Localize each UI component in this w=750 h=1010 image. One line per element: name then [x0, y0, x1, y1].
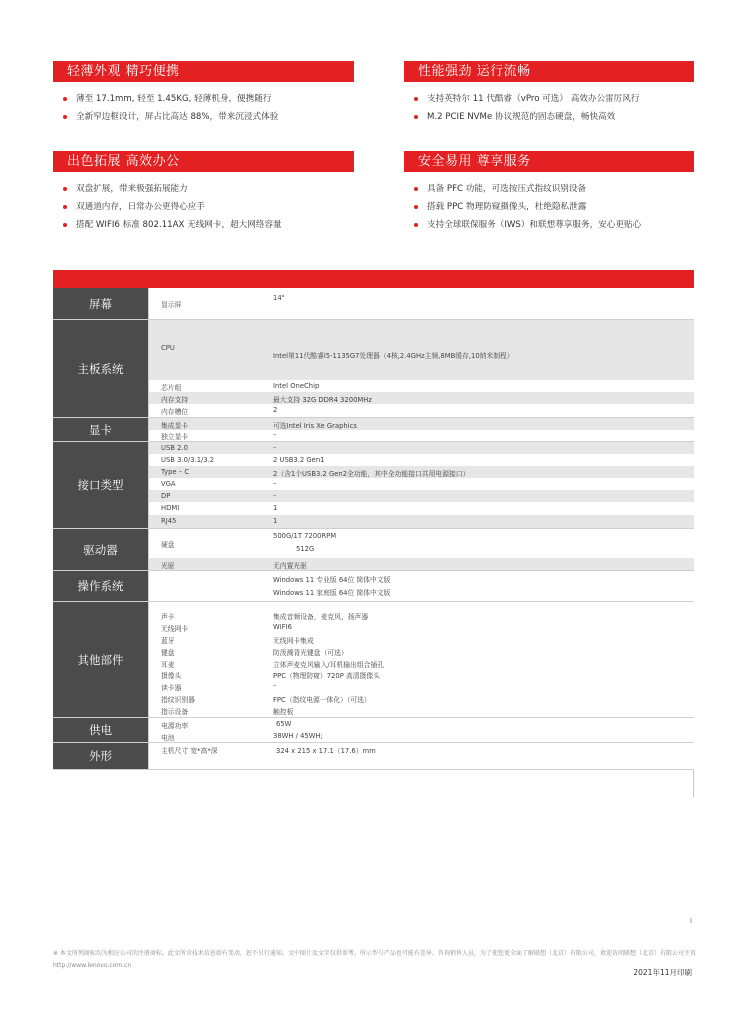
spec-row: [149, 743, 694, 769]
spec-label: HDMI: [161, 504, 180, 512]
spec-row: [149, 454, 694, 466]
feature-item: 支持全球联保服务（IWS）和联想尊享服务，安心更贴心: [404, 216, 694, 234]
spec-label: 键盘: [161, 648, 175, 657]
spec-label: 显示屏: [161, 301, 182, 309]
spec-row: [149, 692, 694, 704]
spec-category: 显卡: [53, 418, 149, 441]
spec-label: 芯片组: [161, 384, 182, 392]
spec-value: 324 x 215 x 17.1（17.6）mm: [276, 747, 376, 755]
spec-value: 65W: [276, 720, 292, 728]
spec-row: [149, 633, 694, 645]
spec-row: [149, 502, 694, 515]
bullet-icon: [414, 97, 418, 101]
spec-value: 可选Intel Iris Xe Graphics: [273, 422, 357, 430]
spec-row: [149, 418, 694, 430]
spec-value: –: [273, 480, 277, 488]
spec-value: –: [273, 444, 277, 452]
spec-row: [149, 558, 694, 570]
feature-item: 支持英特尔 11 代酷睿（vPro 可选） 高效办公雷厉风行: [404, 90, 694, 108]
spec-label: 内存槽位: [161, 408, 189, 416]
feature-title: 性能强劲 运行流畅: [404, 61, 694, 82]
spec-value: 2: [273, 406, 278, 414]
spec-row: [149, 621, 694, 633]
spec-group-gpu: [53, 418, 694, 442]
feature-item: 双通道内存，日常办公更得心应手: [53, 198, 354, 216]
spec-row: [149, 392, 694, 404]
spec-label: 读卡器: [161, 684, 182, 693]
spec-value: 触控板: [273, 708, 294, 717]
spec-category: 其他部件: [53, 602, 149, 717]
spec-value: Windows 11 家庭版 64位 简体中文版: [273, 589, 391, 597]
spec-group-drives: [53, 529, 694, 571]
spec-category: 驱动器: [53, 529, 149, 570]
spec-label: 光驱: [161, 562, 175, 570]
spec-label: 电池: [161, 734, 175, 742]
spec-label: 指示设备: [161, 708, 189, 717]
spec-label: USB 3.0/3.1/3.2: [161, 456, 215, 464]
spec-value: Intel OneChip: [273, 382, 320, 390]
spec-label: 声卡: [161, 613, 175, 621]
spec-value: 14": [273, 294, 285, 302]
spec-label: 集成显卡: [161, 422, 189, 430]
bullet-icon: [414, 205, 418, 209]
spec-value: 无线网卡集成: [273, 636, 314, 645]
feature-title: 安全易用 尊享服务: [404, 151, 694, 172]
spec-value: 512G: [296, 545, 315, 553]
feature-item: 搭配 WIFI6 标准 802.11AX 无线网卡，超大网络容量: [53, 216, 354, 234]
bullet-icon: [414, 187, 418, 191]
bullet-icon: [414, 115, 418, 119]
feature-title: 出色拓展 高效办公: [53, 151, 354, 172]
spec-row: [149, 609, 694, 621]
spec-row: [149, 466, 694, 478]
bullet-icon: [63, 187, 67, 191]
spec-row: [149, 730, 694, 742]
spec-row: [149, 680, 694, 692]
bullet-icon: [63, 205, 67, 209]
spec-value: 最大支持 32G DDR4 3200MHz: [273, 396, 372, 404]
spec-row: [149, 442, 694, 454]
feature-item: 双盘扩展，带来极强拓展能力: [53, 180, 354, 198]
spec-value: 无内置光驱: [273, 562, 307, 570]
spec-label: DP: [161, 492, 171, 500]
spec-table: [53, 288, 694, 770]
spec-value: PPC（物理防窥）720P 高清摄像头: [273, 672, 380, 681]
spec-label: 摄像头: [161, 672, 182, 681]
feature-expansion: [53, 151, 354, 234]
spec-value: 防泼溅背光键盘（可选）: [273, 648, 348, 657]
bullet-icon: [414, 223, 418, 227]
spec-row: [149, 404, 694, 417]
spec-value: 500G/1T 7200RPM: [273, 532, 337, 540]
spec-category: 供电: [53, 718, 149, 742]
spec-category: 接口类型: [53, 442, 149, 528]
spec-table-header-bar: [53, 270, 694, 288]
bullet-icon: [63, 223, 67, 227]
spec-value: 立体声麦克风输入/耳机输出组合插孔: [273, 660, 385, 669]
spec-row: [149, 380, 694, 392]
spec-value: –: [273, 431, 277, 439]
spec-label: VGA: [161, 480, 176, 488]
spec-label: CPU: [161, 344, 175, 352]
feature-performance: [404, 61, 694, 126]
spec-value: 38WH / 45WH;: [273, 732, 323, 740]
spec-value: 2 USB3.2 Gen1: [273, 456, 325, 464]
spec-value: 2（含1个USB3.2 Gen2全功能，其中全功能接口共用电源接口）: [273, 470, 470, 478]
spec-row: [149, 515, 694, 528]
spec-row: [149, 478, 694, 490]
spec-row: [149, 571, 694, 601]
spec-category: 操作系统: [53, 571, 149, 601]
spec-group-mainboard: [53, 320, 694, 418]
spec-label: 无线网卡: [161, 624, 189, 633]
spec-row: [149, 718, 694, 730]
spec-label: 指纹识别器: [161, 696, 195, 705]
print-date: 2021年11月印刷: [633, 968, 692, 977]
spec-group-os: [53, 571, 694, 602]
spec-value: Windows 11 专业版 64位 简体中文版: [273, 576, 391, 584]
spec-value: –: [273, 492, 277, 500]
spec-label: 硬盘: [161, 541, 175, 549]
spec-label: 蓝牙: [161, 636, 175, 645]
spec-row: [149, 430, 694, 441]
spec-row: [149, 657, 694, 669]
spec-group-ports: [53, 442, 694, 529]
spec-label: Type – C: [161, 468, 190, 476]
feature-item: 具备 PFC 功能，可选按压式指纹识别设备: [404, 180, 694, 198]
spec-row: [149, 645, 694, 657]
feature-thin-portable: [53, 61, 354, 126]
spec-row: [149, 490, 694, 502]
spec-category: 外形: [53, 743, 149, 769]
spec-label: USB 2.0: [161, 444, 188, 452]
spec-value: Intel第11代酷睿i5-1135G7处理器（4核,2.4GHz主频,8MB缓存,10纳米制程）: [273, 352, 514, 360]
spec-label: 电源功率: [161, 722, 189, 730]
spec-value: 1: [273, 517, 278, 525]
feature-item: 全新窄边框设计，屏占比高达 88%，带来沉浸式体验: [53, 108, 354, 126]
feature-item: M.2 PCIE NVMe 协议规范的固态硬盘，畅快高效: [404, 108, 694, 126]
spec-row-cpu: [149, 320, 694, 380]
feature-item: 薄至 17.1mm, 轻至 1.45KG, 轻薄机身，便携随行: [53, 90, 354, 108]
bullet-icon: [63, 97, 67, 101]
spec-value: –: [273, 682, 277, 691]
bullet-icon: [63, 115, 67, 119]
spec-label: RJ45: [161, 517, 177, 525]
disclaimer-note: ※ 本文所列商标均为相应公司的注册商标。此文所含技术信息如有变动，恕不另行通知。文中图片及文字仅供参考。所示型号产品也可能有差异。咨询销售人员，为了使您更全面了解联想（北京）有限公司，欢迎访问联想（北京）有限公司主页 http://www.lenovo.com.cn: [53, 950, 696, 969]
spec-value: 集成音频设备，麦克风，扬声器: [273, 613, 369, 621]
divider: [693, 770, 694, 797]
feature-title: 轻薄外观 精巧便携: [53, 61, 354, 82]
spec-value: 1: [273, 504, 278, 512]
feature-security: [404, 151, 694, 234]
spec-label: 主机尺寸 宽*高*深: [161, 747, 218, 755]
spec-category: 屏幕: [53, 288, 149, 319]
divider: [690, 918, 692, 923]
spec-label: 耳麦: [161, 660, 175, 669]
spec-group-shape: [53, 743, 694, 770]
spec-row-hdd: [149, 529, 694, 558]
spec-group-power: [53, 718, 694, 743]
spec-label: 独立显卡: [161, 433, 189, 441]
spec-group-screen: [53, 288, 694, 320]
spec-label: 内存支持: [161, 396, 189, 404]
spec-row: [149, 704, 694, 716]
spec-value: WIFI6: [273, 622, 292, 631]
spec-group-other: [53, 602, 694, 718]
spec-category: 主板系统: [53, 320, 149, 417]
spec-value: FPC（指纹电源一体化）（可选）: [273, 696, 371, 705]
spec-row: [149, 668, 694, 680]
feature-item: 搭载 PPC 物理防窥摄像头，杜绝隐私泄露: [404, 198, 694, 216]
spec-row: [149, 288, 694, 319]
